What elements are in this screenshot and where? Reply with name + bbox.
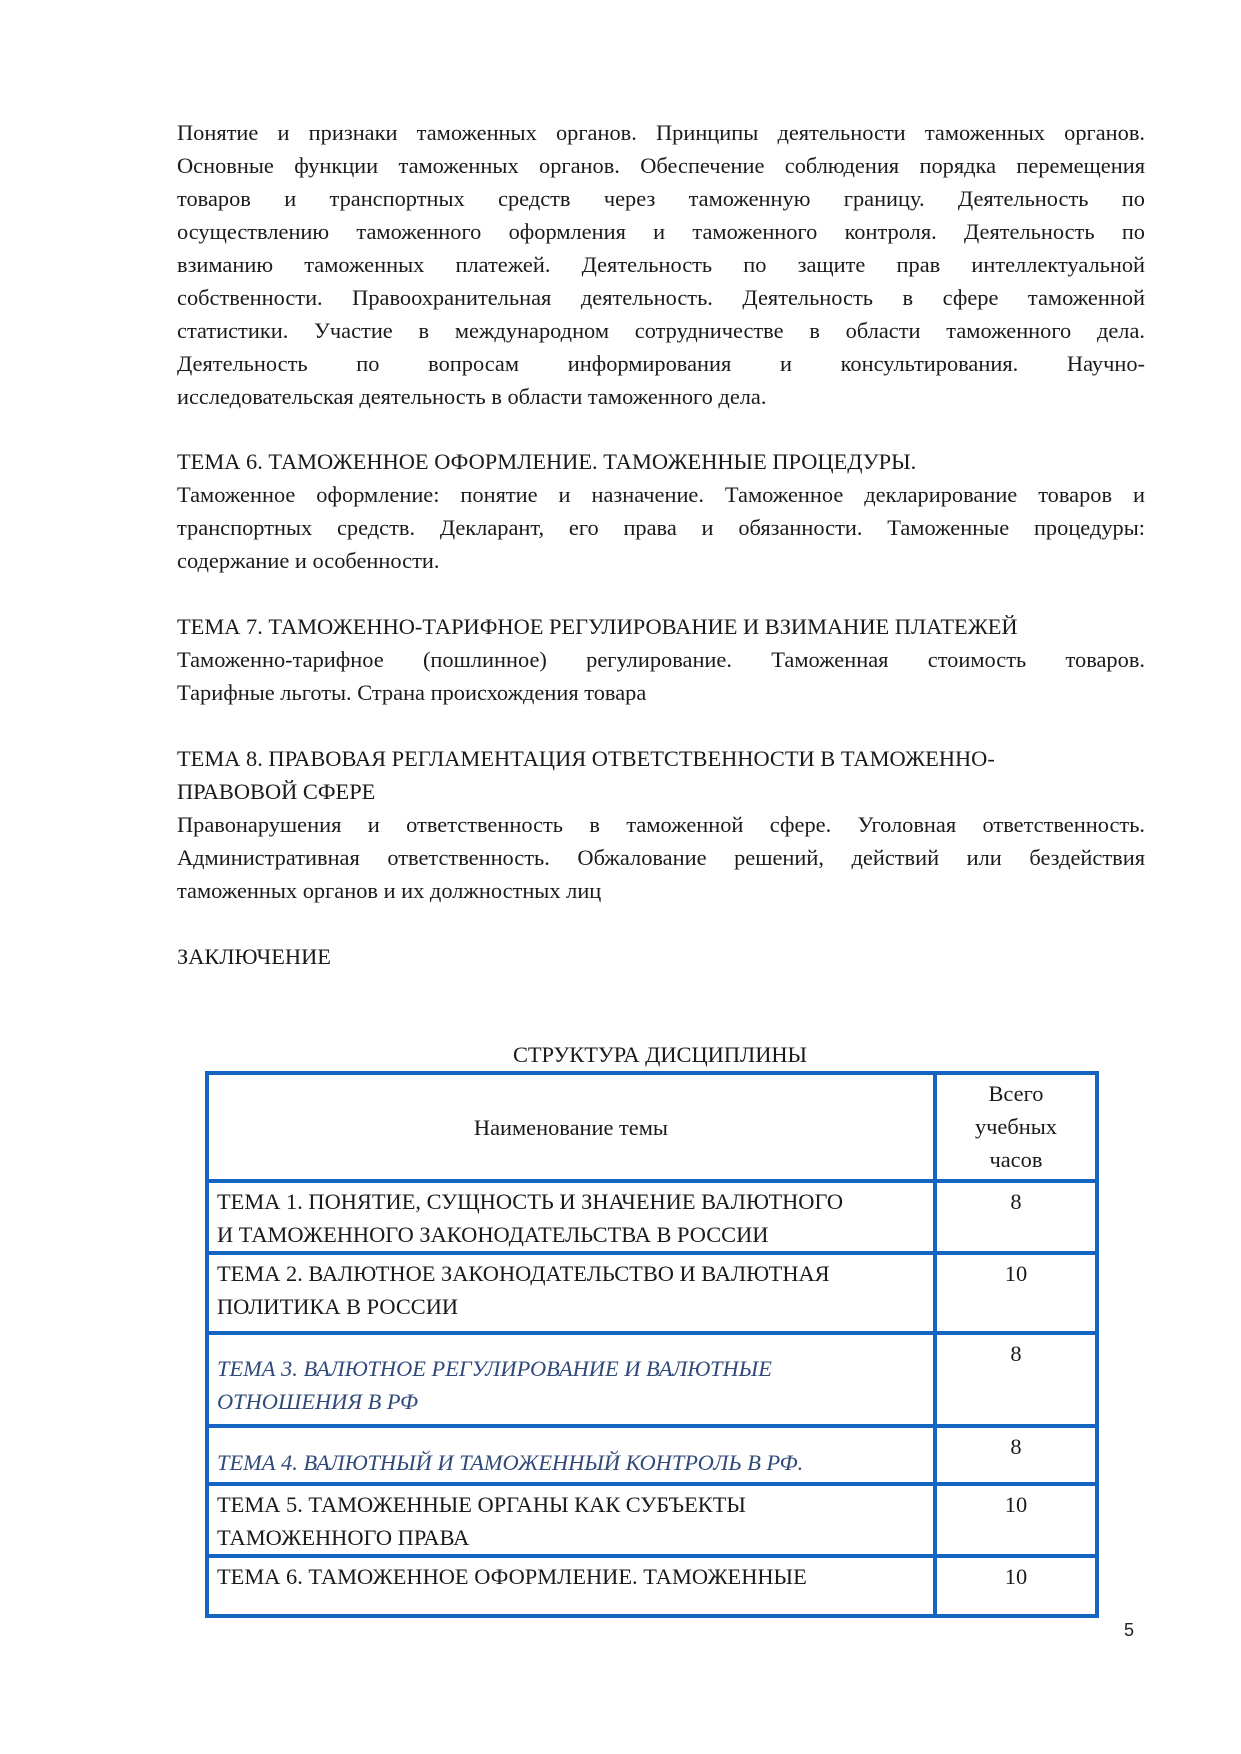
- header-hours-line: часов: [989, 1147, 1043, 1172]
- table-header-row: [207, 1073, 1097, 1181]
- header-total-hours: [935, 1073, 1097, 1181]
- table-row: [207, 1556, 1097, 1616]
- intro-paragraph: [177, 116, 1145, 413]
- topic-name-line: ОТНОШЕНИЯ В РФ: [217, 1389, 419, 1414]
- text-line: Таможенное оформление: понятие и назначение. Таможенное декларирование товаров и: [177, 482, 1145, 507]
- topic-name-cell: [207, 1333, 935, 1426]
- table-row: [207, 1426, 1097, 1484]
- table-row: [207, 1253, 1097, 1333]
- header-hours-line: Всего: [988, 1081, 1044, 1106]
- text-line: взиманию таможенных платежей. Деятельность по защите прав интеллектуальной: [177, 252, 1145, 277]
- topic-name-line: ТЕМА 2. ВАЛЮТНОЕ ЗАКОНОДАТЕЛЬСТВО И ВАЛЮТНАЯ: [217, 1261, 830, 1286]
- topic-name-line: ТАМОЖЕННОГО ПРАВА: [217, 1525, 470, 1550]
- text-line: Таможенно-тарифное (пошлинное) регулирование. Таможенная стоимость товаров.: [177, 647, 1145, 672]
- topic-name-cell: [207, 1426, 935, 1484]
- topic-6-section: [177, 445, 1145, 577]
- topic-6-heading: ТЕМА 6. ТАМОЖЕННОЕ ОФОРМЛЕНИЕ. ТАМОЖЕННЫЕ ПРОЦЕДУРЫ.: [177, 449, 917, 474]
- topic-name-line: ТЕМА 1. ПОНЯТИЕ, СУЩНОСТЬ И ЗНАЧЕНИЕ ВАЛЮТНОГО: [217, 1189, 844, 1214]
- table-title: СТРУКТУРА ДИСЦИПЛИНЫ: [512, 1042, 808, 1067]
- topic-hours-cell: 10: [935, 1556, 1097, 1616]
- topic-hours-cell: 10: [935, 1484, 1097, 1556]
- topic-hours-cell: 8: [935, 1181, 1097, 1253]
- topic-name-cell: [207, 1484, 935, 1556]
- header-hours-line: учебных: [974, 1114, 1057, 1139]
- topic-name-line: ПОЛИТИКА В РОССИИ: [217, 1294, 459, 1319]
- text-line: Основные функции таможенных органов. Обеспечение соблюдения порядка перемещения: [177, 153, 1145, 178]
- page-number: 5: [1124, 1620, 1135, 1640]
- text-line: товаров и транспортных средств через таможенную границу. Деятельность по: [177, 186, 1145, 211]
- topic-hours-cell: 10: [935, 1253, 1097, 1333]
- table-row: [207, 1181, 1097, 1253]
- table-row: [207, 1484, 1097, 1556]
- topic-name-cell: [207, 1556, 935, 1616]
- text-line: содержание и особенности.: [177, 548, 440, 573]
- text-line: Правонарушения и ответственность в таможенной сфере. Уголовная ответственность.: [177, 812, 1145, 837]
- topic-name-line: И ТАМОЖЕННОГО ЗАКОНОДАТЕЛЬСТВА В РОССИИ: [217, 1222, 769, 1247]
- text-line: Тарифные льготы. Страна происхождения товара: [177, 680, 647, 705]
- text-line: Административная ответственность. Обжалование решений, действий или бездействия: [177, 845, 1145, 870]
- topic-name-cell: [207, 1181, 935, 1253]
- topic-7-heading: ТЕМА 7. ТАМОЖЕННО-ТАРИФНОЕ РЕГУЛИРОВАНИЕ И ВЗИМАНИЕ ПЛАТЕЖЕЙ: [177, 614, 1018, 639]
- topic-name-line: ТЕМА 6. ТАМОЖЕННОЕ ОФОРМЛЕНИЕ. ТАМОЖЕННЫЕ: [217, 1564, 807, 1589]
- text-line: Понятие и признаки таможенных органов. Принципы деятельности таможенных органов.: [177, 120, 1145, 145]
- topic-8-heading-line-2: ПРАВОВОЙ СФЕРЕ: [177, 779, 376, 804]
- conclusion-heading: ЗАКЛЮЧЕНИЕ: [177, 944, 331, 969]
- text-line: таможенных органов и их должностных лиц: [177, 878, 602, 903]
- topic-name-cell: [207, 1253, 935, 1333]
- topic-8-section: [177, 742, 1145, 907]
- topic-name-line: ТЕМА 5. ТАМОЖЕННЫЕ ОРГАНЫ КАК СУБЪЕКТЫ: [217, 1492, 746, 1517]
- conclusion-section: [177, 940, 1145, 973]
- text-line: собственности. Правоохранительная деятельность. Деятельность в сфере таможенной: [177, 285, 1145, 310]
- text-line: осуществлению таможенного оформления и таможенного контроля. Деятельность по: [177, 219, 1145, 244]
- text-line: транспортных средств. Декларант, его права и обязанности. Таможенные процедуры:: [177, 515, 1145, 540]
- discipline-structure-table: [205, 1071, 1099, 1618]
- topic-7-section: [177, 610, 1145, 709]
- text-line: исследовательская деятельность в области таможенного дела.: [177, 384, 767, 409]
- header-topic-name: Наименование темы: [207, 1073, 935, 1181]
- topic-hours-cell: 8: [935, 1333, 1097, 1426]
- topic-name-line: ТЕМА 4. ВАЛЮТНЫЙ И ТАМОЖЕННЫЙ КОНТРОЛЬ В РФ.: [217, 1450, 804, 1475]
- text-line: Деятельность по вопросам информирования и консультирования. Научно-: [177, 351, 1145, 376]
- text-line: статистики. Участие в международном сотрудничестве в области таможенного дела.: [177, 318, 1145, 343]
- table-row: [207, 1333, 1097, 1426]
- topic-name-line: ТЕМА 3. ВАЛЮТНОЕ РЕГУЛИРОВАНИЕ И ВАЛЮТНЫЕ: [217, 1356, 772, 1381]
- topic-hours-cell: 8: [935, 1426, 1097, 1484]
- topic-8-heading-line-1: ТЕМА 8. ПРАВОВАЯ РЕГЛАМЕНТАЦИЯ ОТВЕТСТВЕННОСТИ В ТАМОЖЕННО-: [177, 746, 995, 771]
